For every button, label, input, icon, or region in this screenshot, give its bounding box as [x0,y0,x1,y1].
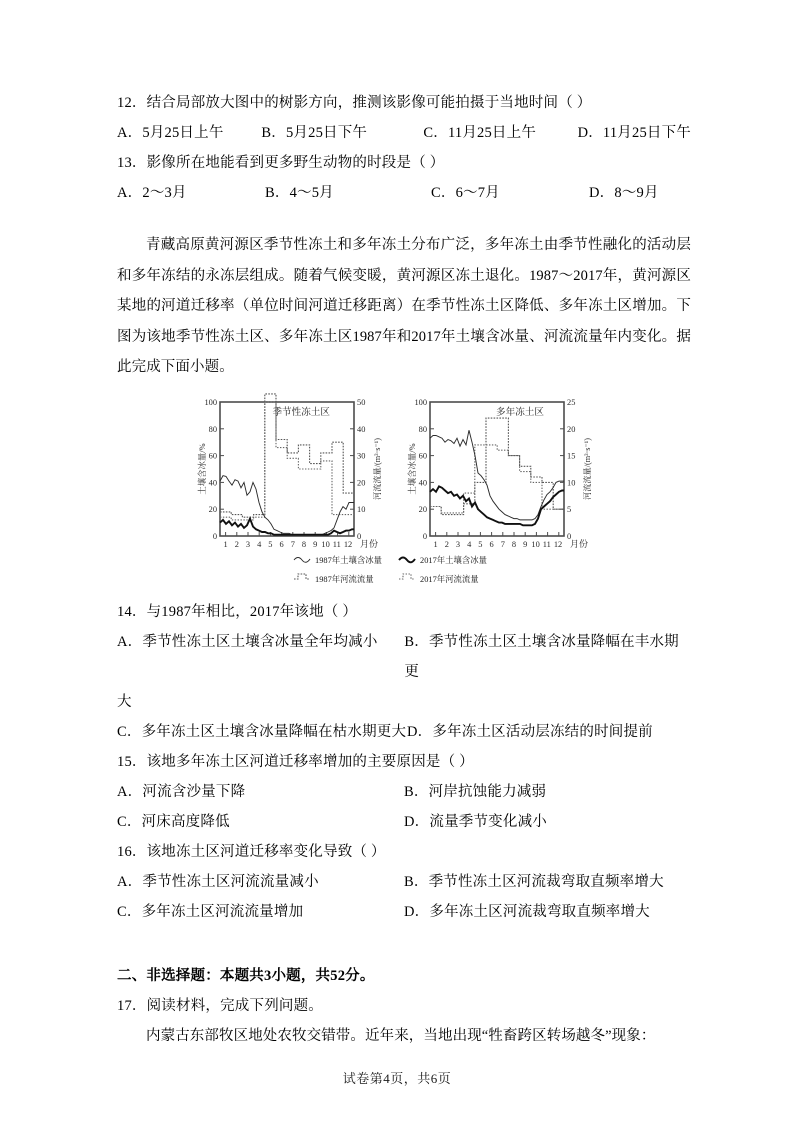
svg-text:0: 0 [357,531,362,541]
svg-text:50: 50 [357,397,366,407]
question-12-option-c[interactable]: C．11月25日上午 [423,125,537,141]
svg-text:100: 100 [414,397,427,407]
svg-text:30: 30 [357,451,366,461]
question-16-option-b[interactable]: B．季节性冻土区河流裁弯取直频率增大 [404,873,664,890]
svg-text:40: 40 [208,477,217,487]
right-chart-x-ticks [434,540,563,549]
legend-swatch-2017-discharge [399,574,415,579]
svg-text:20: 20 [567,424,576,434]
right-chart-y2-axis-label: 河流流量/(m³·s⁻¹) [583,437,592,500]
question-15-option-a[interactable]: A．河流含沙量下降 [117,783,246,800]
svg-text:0: 0 [212,531,217,541]
svg-text:15: 15 [567,451,576,461]
right-chart-y2-ticks [567,398,575,541]
svg-text:10: 10 [567,477,576,487]
question-12-option-d[interactable]: D．11月25日下午 [577,125,691,141]
question-13-option-b[interactable]: B．4～5月 [265,185,334,201]
svg-text:0: 0 [422,531,427,541]
svg-text:20: 20 [208,504,217,514]
svg-text:20: 20 [357,477,366,487]
svg-text:0: 0 [567,531,572,541]
legend-label-1987-discharge: 1987年河流流量 [315,574,374,584]
question-15-option-d[interactable]: D．流量季节变化减小 [404,813,547,830]
question-15-option-b[interactable]: B．河岸抗蚀能力减弱 [404,783,547,800]
left-chart-x-ticks [224,540,353,549]
figure-legend [294,555,487,584]
question-14-options-row2 [117,717,691,747]
question-15-options-row2 [117,807,691,837]
question-12-stem: 12．结合局部放大图中的树影方向，推测该影像可能拍摄于当地时间（ ） [117,95,592,111]
svg-text:6: 6 [489,539,494,549]
svg-text:20: 20 [418,504,427,514]
svg-text:4: 4 [467,539,472,549]
question-16-option-c[interactable]: C．多年冻土区河流流量增加 [117,903,304,920]
question-16-stem: 16．该地冻土区河道迁移率变化导致（ ） [117,843,386,860]
svg-text:9: 9 [523,539,528,549]
left-chart-title: 季节性冻土区 [272,406,330,418]
svg-text:5: 5 [268,539,273,549]
svg-text:6: 6 [279,539,284,549]
svg-text:60: 60 [208,451,217,461]
svg-text:8: 8 [301,539,307,549]
svg-text:40: 40 [418,477,427,487]
section-2-heading: 二、非选择题：本题共3小题，共52分。 [117,967,375,984]
question-14-options-row1 [117,627,691,687]
question-12-option-a[interactable]: A．5月25日上午 [117,125,224,141]
left-chart-y2-axis-label: 河流流量/(m³·s⁻¹) [373,437,382,500]
svg-text:60: 60 [418,451,427,461]
svg-text:11: 11 [542,539,551,549]
charts-svg [194,391,614,591]
svg-text:5: 5 [567,504,572,514]
left-chart-series-2017-soil-ice [220,518,354,534]
svg-text:25: 25 [567,397,576,407]
svg-text:9: 9 [313,539,318,549]
left-chart-y2-ticks [357,398,365,541]
legend-swatch-1987-soil-ice [294,557,310,562]
svg-text:11: 11 [332,539,341,549]
question-14-option-b-continued: 大 [117,693,132,710]
svg-text:10: 10 [357,504,366,514]
left-chart-series-2017-discharge [220,402,354,520]
legend-label-2017-soil-ice: 2017年土壤含冰量 [420,555,487,565]
svg-text:5: 5 [478,539,483,549]
svg-text:7: 7 [290,539,295,549]
question-13-option-d[interactable]: D．8～9月 [589,185,659,201]
question-16-options-row2 [117,897,691,927]
svg-text:100: 100 [204,397,217,407]
svg-text:40: 40 [357,424,366,434]
question-16-option-d[interactable]: D．多年冻土区河流裁弯取直频率增大 [404,903,650,920]
question-15-options-row1 [117,777,691,807]
left-chart-y-axis-label: 土壤含冰量/% [198,442,207,495]
question-17-material: 内蒙古东部牧区地处农牧交错带。近年来，当地出现“牲畜跨区转场越冬”现象： [146,1027,656,1044]
question-14-stem: 14．与1987年相比，2017年该地（ ） [117,603,358,620]
svg-text:80: 80 [208,424,217,434]
legend-label-2017-discharge: 2017年河流流量 [420,574,479,584]
chart-seasonal-frozen [197,393,382,548]
question-17-stem: 17．阅读材料，完成下列问题。 [117,997,323,1014]
figure-soil-ice-and-discharge [117,391,691,591]
svg-text:8: 8 [511,539,517,549]
svg-text:4: 4 [257,539,262,549]
question-12-option-b[interactable]: B．5月25日下午 [261,125,368,141]
right-chart-y-axis-label: 土壤含冰量/% [408,442,417,495]
question-13-stem: 13．影像所在地能看到更多野生动物的时段是（ ） [117,155,445,171]
legend-label-1987-soil-ice: 1987年土壤含冰量 [315,555,382,565]
svg-text:1: 1 [223,539,228,549]
chart-permafrost [407,398,592,549]
question-16-options-row1 [117,867,691,897]
question-16-option-a[interactable]: A．季节性冻土区河流流量减小 [117,873,319,890]
legend-swatch-2017-soil-ice [399,557,415,562]
svg-text:2: 2 [444,539,449,549]
svg-text:3: 3 [245,539,251,549]
left-chart-x-axis-label: 月份 [359,538,379,549]
right-chart-x-axis-label: 月份 [569,538,589,549]
question-13-option-a[interactable]: A．2～3月 [117,185,187,201]
question-14-option-b[interactable]: B．季节性冻土区土壤含冰量降幅在丰水期更 [404,633,679,680]
question-14-option-c[interactable]: C．多年冻土区土壤含冰量降幅在枯水期更大 [117,723,407,740]
svg-text:1: 1 [433,539,438,549]
svg-text:12: 12 [553,539,563,549]
question-12-options [117,118,691,148]
question-13-option-c[interactable]: C．6～7月 [431,185,500,201]
svg-text:80: 80 [418,424,427,434]
passage-frozen-soil: 青藏高原黄河源区季节性冻土和多年冻土分布广泛，多年冻土由季节性融化的活动层和多年冻结的永冻层组成。随着气候变暖，黄河源区冻土退化。1987～2017年，黄河源区某地的河道迁移率（单位时间河道迁移距离）在季节性冻土区降低、多年冻土区增加。下图为该地季节性冻土区、多年冻土区1987年和2017年土壤含冰量、河流流量年内变化。据此完成下面小题。 [117,237,691,375]
page-footer: 试卷第4页，共6页 [342,1071,452,1086]
legend-swatch-1987-discharge [294,574,310,579]
svg-text:2: 2 [234,539,239,549]
svg-text:10: 10 [321,539,330,549]
right-chart-series-2017-discharge [430,444,564,512]
svg-text:3: 3 [455,539,461,549]
question-15-stem: 15．该地多年冻土区河道迁移率增加的主要原因是（ ） [117,753,474,770]
question-13-options [117,178,691,208]
question-14-option-a[interactable]: A．季节性冻土区土壤含冰量全年均减小 [117,633,378,650]
question-14-option-d[interactable]: D．多年冻土区活动层冻结的时间提前 [407,723,653,740]
right-chart-title: 多年冻土区 [496,406,544,418]
svg-text:10: 10 [531,539,540,549]
svg-text:12: 12 [343,539,353,549]
question-15-option-c[interactable]: C．河床高度降低 [117,813,230,830]
svg-text:7: 7 [500,539,505,549]
